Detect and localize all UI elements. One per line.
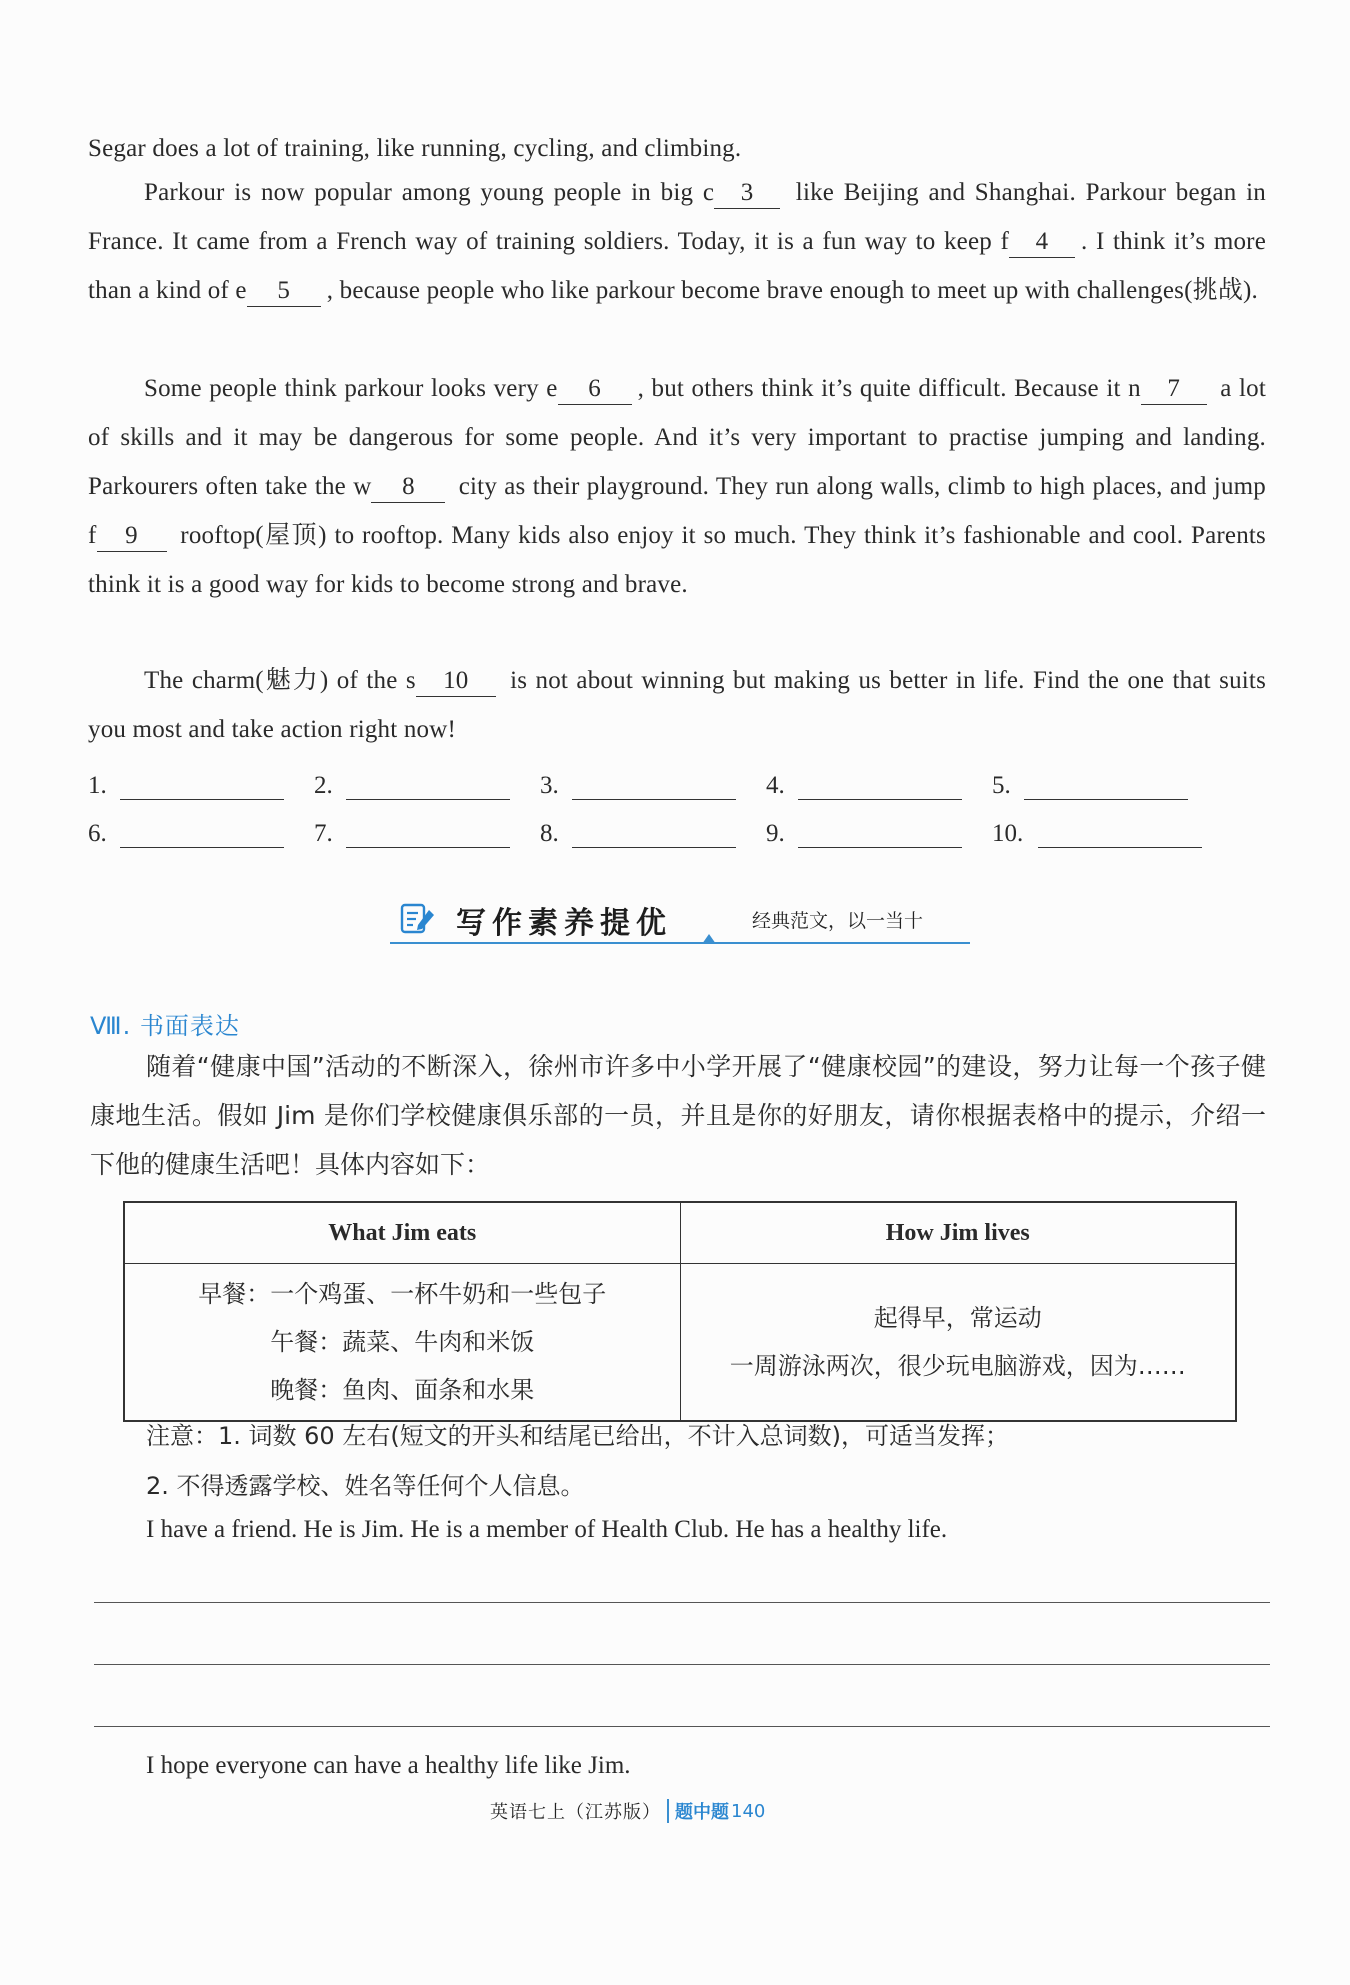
passage-text: Some people think parkour looks very e xyxy=(144,375,558,402)
table-cell-lives xyxy=(680,1264,1236,1422)
writing-line-3[interactable] xyxy=(94,1726,1270,1727)
answer-8[interactable] xyxy=(540,820,766,848)
passage-paragraph-2 xyxy=(88,364,1266,609)
answer-line[interactable] xyxy=(346,821,510,848)
table-header-row xyxy=(124,1202,1236,1264)
answer-number: 10. xyxy=(992,820,1024,847)
answer-3[interactable] xyxy=(540,772,766,800)
answer-row-1 xyxy=(88,752,1268,800)
meal-breakfast: 早餐：一个鸡蛋、一杯牛奶和一些包子 xyxy=(198,1280,607,1308)
answer-line[interactable] xyxy=(798,821,962,848)
lifestyle-line-2: 一周游泳两次，很少玩电脑游戏，因为…… xyxy=(729,1352,1186,1380)
passage-text: is not about winning but making us better in life. Find the one that suits you most and take action right now! xyxy=(88,667,1266,743)
brand-name: 题中题 xyxy=(675,1802,729,1823)
passage-text: The charm(魅力) of the s xyxy=(144,667,416,694)
essay-closing: I hope everyone can have a healthy life like Jim. xyxy=(146,1752,631,1779)
answer-line[interactable] xyxy=(346,773,510,800)
footer-divider xyxy=(667,1799,669,1823)
table-cell-eats xyxy=(124,1264,680,1422)
answer-line[interactable] xyxy=(572,821,736,848)
blank-10[interactable]: 10 xyxy=(416,666,496,697)
note-1: 注意：1. 词数 60 左右(短文的开头和结尾已给出，不计入总词数)，可适当发挥； xyxy=(146,1422,1010,1450)
banner-pointer xyxy=(702,934,716,944)
answer-number: 3. xyxy=(540,772,559,799)
answer-9[interactable] xyxy=(766,820,992,848)
passage-text: a lot of skills and it may be dangerous for some people. And it’s very important to practise jumping and landing. Parkourers often take the w xyxy=(88,375,1266,500)
blank-7[interactable]: 7 xyxy=(1141,374,1207,405)
writing-prompt: 随着“健康中国”活动的不断深入，徐州市许多中小学开展了“健康校园”的建设，努力让每一个孩子健康地生活。假如 Jim 是你们学校健康俱乐部的一员，并且是你的好朋友，请你根据表格中的提示，介绍一下他的健康生活吧！具体内容如下： xyxy=(90,1052,1266,1179)
passage-text: , because people who like parkour become brave enough to meet up with challenges(挑战). xyxy=(326,277,1258,304)
book-title: 英语七上（江苏版） xyxy=(490,1802,661,1823)
info-table xyxy=(123,1201,1237,1422)
answer-number: 1. xyxy=(88,772,107,799)
answer-line[interactable] xyxy=(1024,773,1188,800)
note-2: 2. 不得透露学校、姓名等任何个人信息。 xyxy=(146,1472,585,1500)
answer-6[interactable] xyxy=(88,820,314,848)
answer-5[interactable] xyxy=(992,772,1218,800)
blank-8[interactable]: 8 xyxy=(371,472,445,503)
passage-text: , but others think it’s quite difficult. Because it n xyxy=(637,375,1141,402)
answer-row-2 xyxy=(88,800,1268,848)
answer-7[interactable] xyxy=(314,820,540,848)
passage-text: . I think it’s more than a kind of e xyxy=(88,228,1267,304)
table-header-lives: How Jim lives xyxy=(680,1202,1236,1264)
passage-paragraph-0 xyxy=(88,124,1266,173)
answer-line[interactable] xyxy=(798,773,962,800)
table-row xyxy=(124,1264,1236,1422)
table-header-eats: What Jim eats xyxy=(124,1202,680,1264)
answer-line[interactable] xyxy=(572,773,736,800)
answer-number: 8. xyxy=(540,820,559,847)
answer-number: 6. xyxy=(88,820,107,847)
passage-text: Parkour is now popular among young people in big c xyxy=(144,179,715,206)
answer-number: 9. xyxy=(766,820,785,847)
meal-dinner: 晚餐：鱼肉、面条和水果 xyxy=(270,1376,535,1404)
answer-1[interactable] xyxy=(88,772,314,800)
blank-3[interactable]: 3 xyxy=(714,178,780,209)
banner-title: 写作素养提优 xyxy=(456,906,672,941)
writing-line-1[interactable] xyxy=(94,1602,1270,1603)
answer-number: 2. xyxy=(314,772,333,799)
blank-5[interactable]: 5 xyxy=(247,276,321,307)
passage-paragraph-3 xyxy=(88,656,1266,754)
meal-lunch: 午餐：蔬菜、牛肉和米饭 xyxy=(270,1328,535,1356)
banner-subtitle: 经典范文，以一当十 xyxy=(752,910,924,932)
answer-number: 7. xyxy=(314,820,333,847)
section-banner xyxy=(390,896,970,944)
lifestyle-line-1: 起得早，常运动 xyxy=(873,1304,1042,1332)
passage-text: like Beijing and Shanghai. Parkour began in France. It came from a French way of training soldiers. Today, it is a fun way to keep f xyxy=(88,179,1266,255)
answer-grid xyxy=(88,752,1268,848)
answer-10[interactable] xyxy=(992,820,1218,848)
answer-line[interactable] xyxy=(120,821,284,848)
passage-paragraph-1 xyxy=(88,168,1266,315)
passage-text: city as their playground. They run along walls, climb to high places, and jump f xyxy=(88,473,1266,549)
answer-4[interactable] xyxy=(766,772,992,800)
pencil-note-icon xyxy=(398,902,438,940)
blank-6[interactable]: 6 xyxy=(558,374,632,405)
passage-text: rooftop(屋顶) to rooftop. Many kids also enjoy it so much. They think it’s fashionable and cool. Parents think it is a good way for kids to become strong and brave. xyxy=(88,522,1266,598)
essay-opening: I have a friend. He is Jim. He is a member of Health Club. He has a healthy life. xyxy=(146,1516,948,1543)
answer-line[interactable] xyxy=(1038,821,1202,848)
answer-2[interactable] xyxy=(314,772,540,800)
writing-line-2[interactable] xyxy=(94,1664,1270,1665)
answer-number: 5. xyxy=(992,772,1011,799)
passage-text: Segar does a lot of training, like running, cycling, and climbing. xyxy=(88,135,742,162)
answer-number: 4. xyxy=(766,772,785,799)
page-footer xyxy=(490,1796,890,1826)
section-heading: Ⅷ. 书面表达 xyxy=(90,1012,240,1040)
page-number: 140 xyxy=(731,1800,766,1822)
blank-4[interactable]: 4 xyxy=(1009,227,1075,258)
answer-line[interactable] xyxy=(120,773,284,800)
blank-9[interactable]: 9 xyxy=(97,521,167,552)
